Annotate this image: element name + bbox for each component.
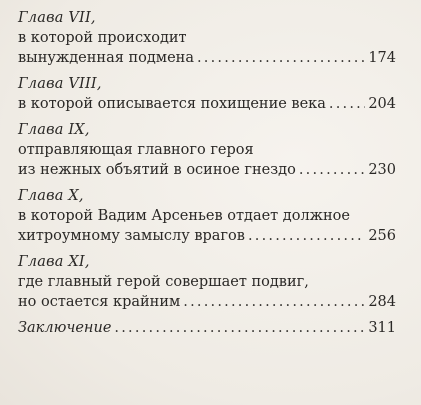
toc-entry-chapter-8 (18, 74, 396, 114)
toc-line-with-page (18, 160, 396, 180)
chapter-subtitle-line: в которой Вадим Арсеньев отдает должное (18, 208, 350, 224)
chapter-subtitle-line: в которой происходит (18, 30, 187, 46)
chapter-heading: Глава XI, (18, 254, 90, 270)
toc-line-with-page (18, 48, 396, 68)
toc-entry-chapter-7 (18, 8, 396, 68)
dot-leader (114, 318, 365, 338)
dot-leader (299, 160, 365, 180)
chapter-subtitle-line: из нежных объятий в осиное гнездо (18, 162, 296, 178)
dot-leader (329, 94, 365, 114)
toc-line-with-page (18, 318, 396, 338)
dot-leader (183, 292, 365, 312)
page-number: 204 (368, 96, 396, 112)
toc-entry-chapter-9 (18, 120, 396, 180)
chapter-heading: Глава VII, (18, 10, 96, 26)
toc-entry-chapter-11 (18, 252, 396, 312)
page-number: 311 (368, 320, 396, 336)
toc-line-with-page (18, 226, 396, 246)
toc-entry-chapter-10 (18, 186, 396, 246)
page-number: 256 (368, 228, 396, 244)
conclusion-heading: Заключение (18, 320, 112, 336)
toc-line-with-page (18, 94, 396, 114)
chapter-subtitle-line: но остается крайним (18, 294, 181, 310)
page-number: 230 (368, 162, 396, 178)
page-number: 284 (368, 294, 396, 310)
toc-entry-conclusion (18, 318, 396, 338)
chapter-heading: Глава VIII, (18, 76, 102, 92)
chapter-subtitle-line: в которой описывается похищение века (18, 96, 326, 112)
dot-leader (197, 48, 365, 68)
dot-leader (248, 226, 365, 246)
chapter-heading: Глава IX, (18, 122, 90, 138)
chapter-subtitle-line: где главный герой совершает подвиг, (18, 274, 309, 290)
chapter-subtitle-line: вынужденная подмена (18, 50, 194, 66)
chapter-heading: Глава X, (18, 188, 84, 204)
toc-line-with-page (18, 292, 396, 312)
table-of-contents (18, 8, 396, 344)
chapter-subtitle-line: отправляющая главного героя (18, 142, 254, 158)
page-number: 174 (368, 50, 396, 66)
chapter-subtitle-line: хитроумному замыслу врагов (18, 228, 245, 244)
